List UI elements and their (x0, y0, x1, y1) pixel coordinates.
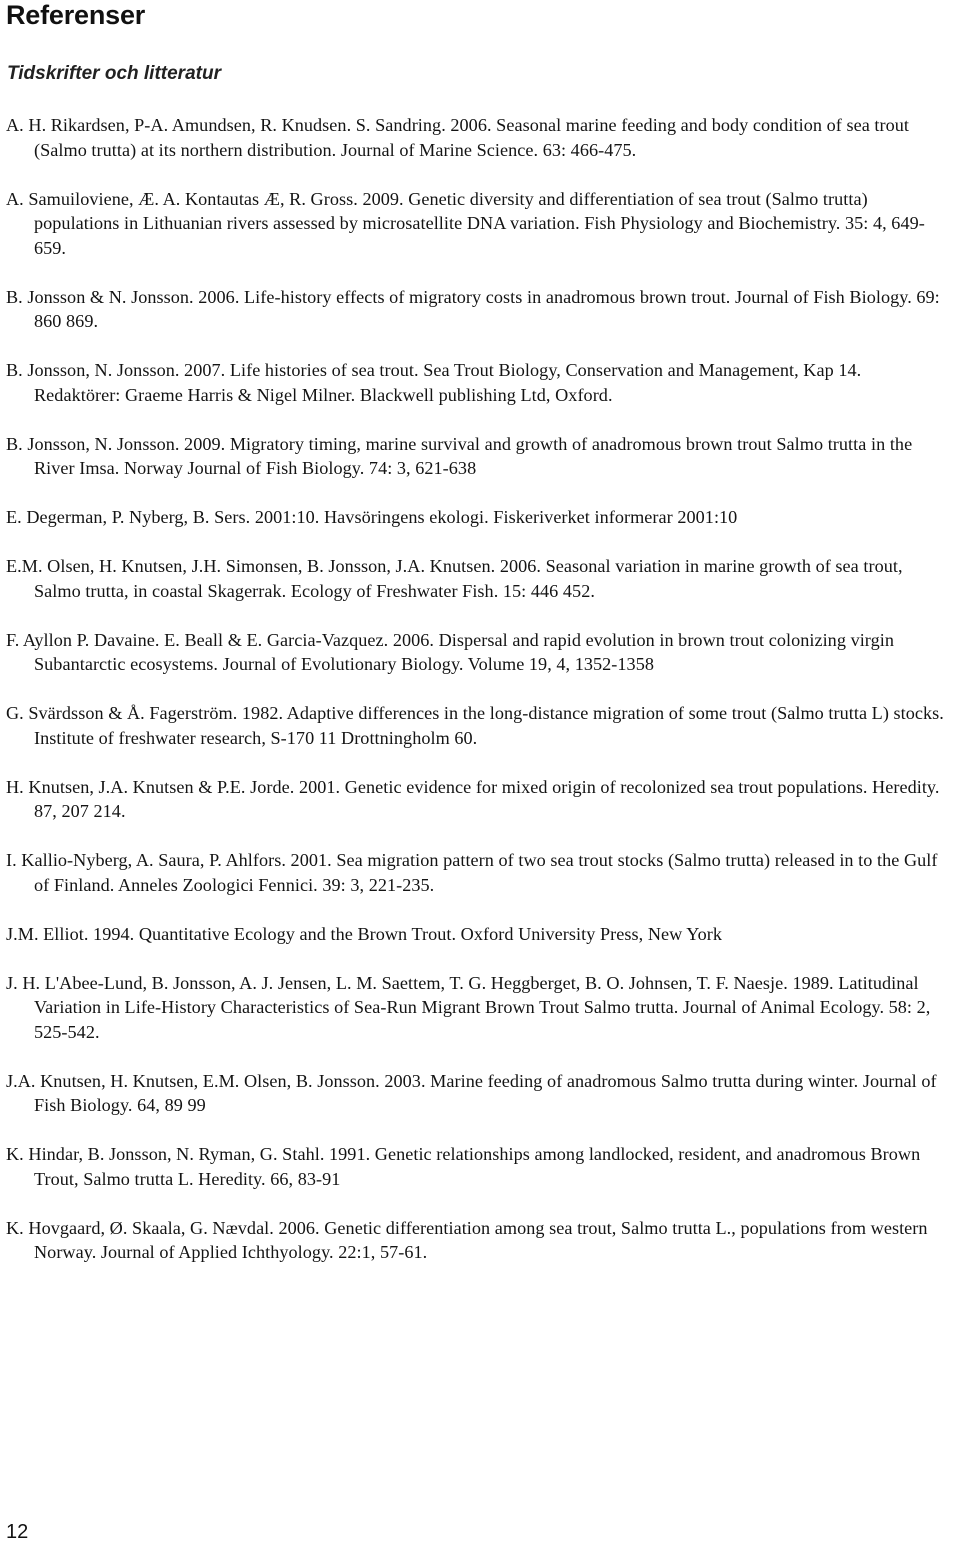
reference-item: F. Ayllon P. Davaine. E. Beall & E. Garcia-Vazquez. 2006. Dispersal and rapid evolution in brown trout colonizing virgin Subantarctic ecosystems. Journal of Evolutionary Biology. Volume 19, 4, 1352-1358 (6, 629, 894, 674)
reference-item: K. Hovgaard, Ø. Skaala, G. Nævdal. 2006. Genetic differentiation among sea trout, Salmo trutta L., populations from western Norway. Journal of Applied Ichthyology. 22:1, 57-61. (6, 1217, 928, 1262)
reference-item: B. Jonsson, N. Jonsson. 2009. Migratory timing, marine survival and growth of anadromous brown trout Salmo trutta in the River Imsa. Norway Journal of Fish Biology. 74: 3, 621-638 (6, 433, 913, 478)
reference-list (6, 113, 952, 1265)
reference-item: B. Jonsson, N. Jonsson. 2007. Life histories of sea trout. Sea Trout Biology, Conservation and Management, Kap 14. Redaktörer: Graeme Harris & Nigel Milner. Blackwell publishing Ltd, Oxford. (6, 360, 862, 405)
reference-item: J.M. Elliot. 1994. Quantitative Ecology and the Brown Trout. Oxford University Press, New York (6, 923, 722, 944)
reference-item: E. Degerman, P. Nyberg, B. Sers. 2001:10. Havsöringens ekologi. Fiskeriverket informerar 2001:10 (6, 507, 738, 527)
reference-item: A. H. Rikardsen, P-A. Amundsen, R. Knudsen. S. Sandring. 2006. Seasonal marine feeding and body condition of sea trout (Salmo trutta) at its northern distribution. Journal of Marine Science. 63: 466-475. (6, 115, 910, 160)
reference-item: K. Hindar, B. Jonsson, N. Ryman, G. Stahl. 1991. Genetic relationships among landlocked, resident, and anadromous Brown Trout, Salmo trutta L. Heredity. 66, 83-91 (6, 1144, 921, 1189)
reference-item: J.A. Knutsen, H. Knutsen, E.M. Olsen, B. Jonsson. 2003. Marine feeding of anadromous Salmo trutta during winter. Journal of Fish Biology. 64, 89 99 (6, 1070, 937, 1115)
reference-item: B. Jonsson & N. Jonsson. 2006. Life-history effects of migratory costs in anadromous brown trout. Journal of Fish Biology. 69: 860 869. (6, 286, 940, 331)
reference-item: H. Knutsen, J.A. Knutsen & P.E. Jorde. 2001. Genetic evidence for mixed origin of recolonized sea trout populations. Heredity. 87, 207 214. (6, 776, 940, 821)
reference-item: G. Svärdsson & Å. Fagerström. 1982. Adaptive differences in the long-distance migration of some trout (Salmo trutta L) stocks. Institute of freshwater research, S-170 11 Drottningholm 60. (6, 703, 944, 748)
reference-item: A. Samuiloviene, Æ. A. Kontautas Æ, R. Gross. 2009. Genetic diversity and differentiation of sea trout (Salmo trutta) populations in Lithuanian rivers assessed by microsatellite DNA variation. Fish Physiology and Biochemistry. 35: 4, 649-659. (6, 188, 925, 258)
section-subtitle: Tidskrifter och litteratur (7, 63, 221, 84)
page-title: Referenser (6, 0, 146, 30)
reference-item: I. Kallio-Nyberg, A. Saura, P. Ahlfors. 2001. Sea migration pattern of two sea trout stocks (Salmo trutta) released in to the Gulf of Finland. Anneles Zoologici Fennici. 39: 3, 221-235. (6, 850, 938, 895)
page-number: 12 (6, 1521, 29, 1543)
reference-item: E.M. Olsen, H. Knutsen, J.H. Simonsen, B. Jonsson, J.A. Knutsen. 2006. Seasonal variation in marine growth of sea trout, Salmo trutta, in coastal Skagerrak. Ecology of Freshwater Fish. 15: 446 452. (6, 556, 903, 601)
reference-item: J. H. L'Abee-Lund, B. Jonsson, A. J. Jensen, L. M. Saettem, T. G. Heggberget, B. O. Johnsen, T. F. Naesje. 1989. Latitudinal Variation in Life-History Characteristics of Sea-Run Migrant Brown Trout Salmo trutta. Journal of Animal Ecology. 58: 2, 525-542. (6, 972, 931, 1042)
